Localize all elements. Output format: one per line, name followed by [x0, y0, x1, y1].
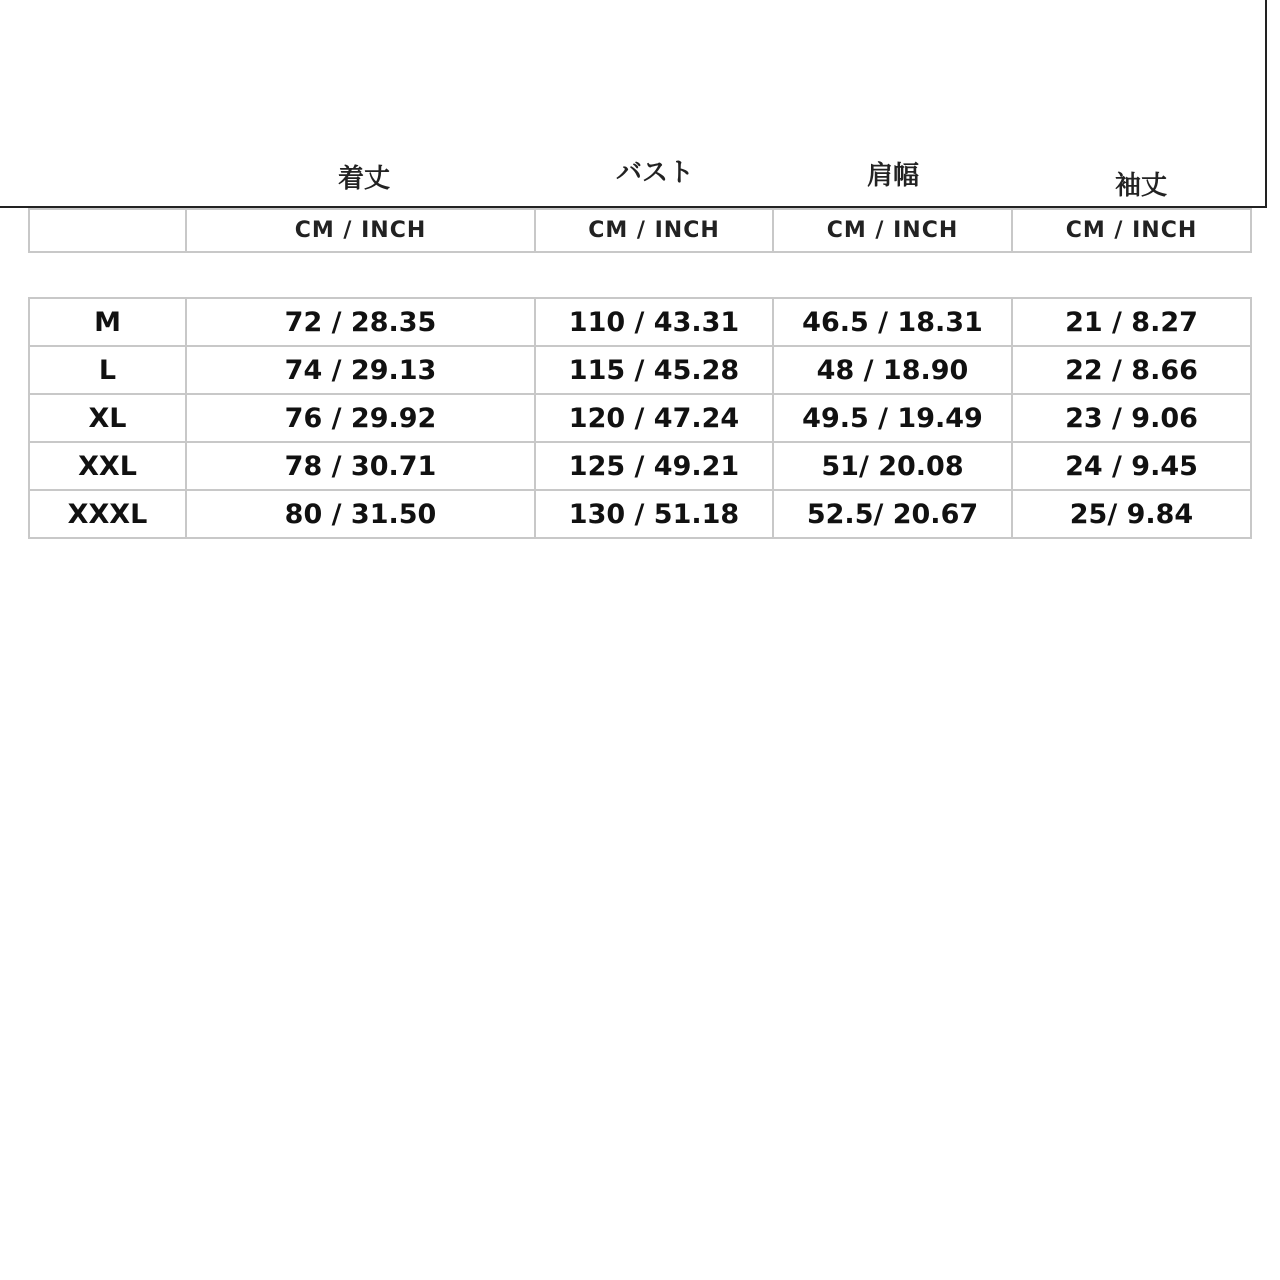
shoulder-value: 51/ 20.08	[773, 442, 1012, 490]
table-row	[29, 394, 1251, 442]
sleeve-value: 21 / 8.27	[1012, 298, 1251, 346]
shoulder-value: 52.5/ 20.67	[773, 490, 1012, 538]
bust-value: 125 / 49.21	[535, 442, 773, 490]
table-row	[29, 442, 1251, 490]
length-value: 74 / 29.13	[186, 346, 535, 394]
bust-value: 110 / 43.31	[535, 298, 773, 346]
header-bust: バスト	[616, 158, 695, 188]
sleeve-value: 22 / 8.66	[1012, 346, 1251, 394]
size-label: M	[29, 298, 186, 346]
shoulder-value: 46.5 / 18.31	[773, 298, 1012, 346]
header-sleeve: 袖丈	[1115, 171, 1168, 201]
header-shoulder: 肩幅	[867, 161, 920, 191]
bust-value: 120 / 47.24	[535, 394, 773, 442]
units-row	[29, 209, 1251, 252]
bust-value: 130 / 51.18	[535, 490, 773, 538]
table-row	[29, 346, 1251, 394]
sleeve-value: 24 / 9.45	[1012, 442, 1251, 490]
size-label: XXL	[29, 442, 186, 490]
shoulder-value: 49.5 / 19.49	[773, 394, 1012, 442]
length-value: 80 / 31.50	[186, 490, 535, 538]
unit-label: CM / INCH	[186, 209, 535, 252]
bust-value: 115 / 45.28	[535, 346, 773, 394]
sleeve-value: 25/ 9.84	[1012, 490, 1251, 538]
size-label: XXXL	[29, 490, 186, 538]
unit-label: CM / INCH	[535, 209, 773, 252]
unit-label: CM / INCH	[1012, 209, 1251, 252]
size-chart-table	[28, 297, 1252, 539]
size-label: L	[29, 346, 186, 394]
unit-label: CM / INCH	[773, 209, 1012, 252]
table-row	[29, 298, 1251, 346]
size-label: XL	[29, 394, 186, 442]
length-value: 72 / 28.35	[186, 298, 535, 346]
shoulder-value: 48 / 18.90	[773, 346, 1012, 394]
units-row-table	[28, 208, 1252, 253]
length-value: 78 / 30.71	[186, 442, 535, 490]
sleeve-value: 23 / 9.06	[1012, 394, 1251, 442]
units-empty-cell	[29, 209, 186, 252]
length-value: 76 / 29.92	[186, 394, 535, 442]
header-length: 着丈	[338, 164, 391, 194]
table-row	[29, 490, 1251, 538]
